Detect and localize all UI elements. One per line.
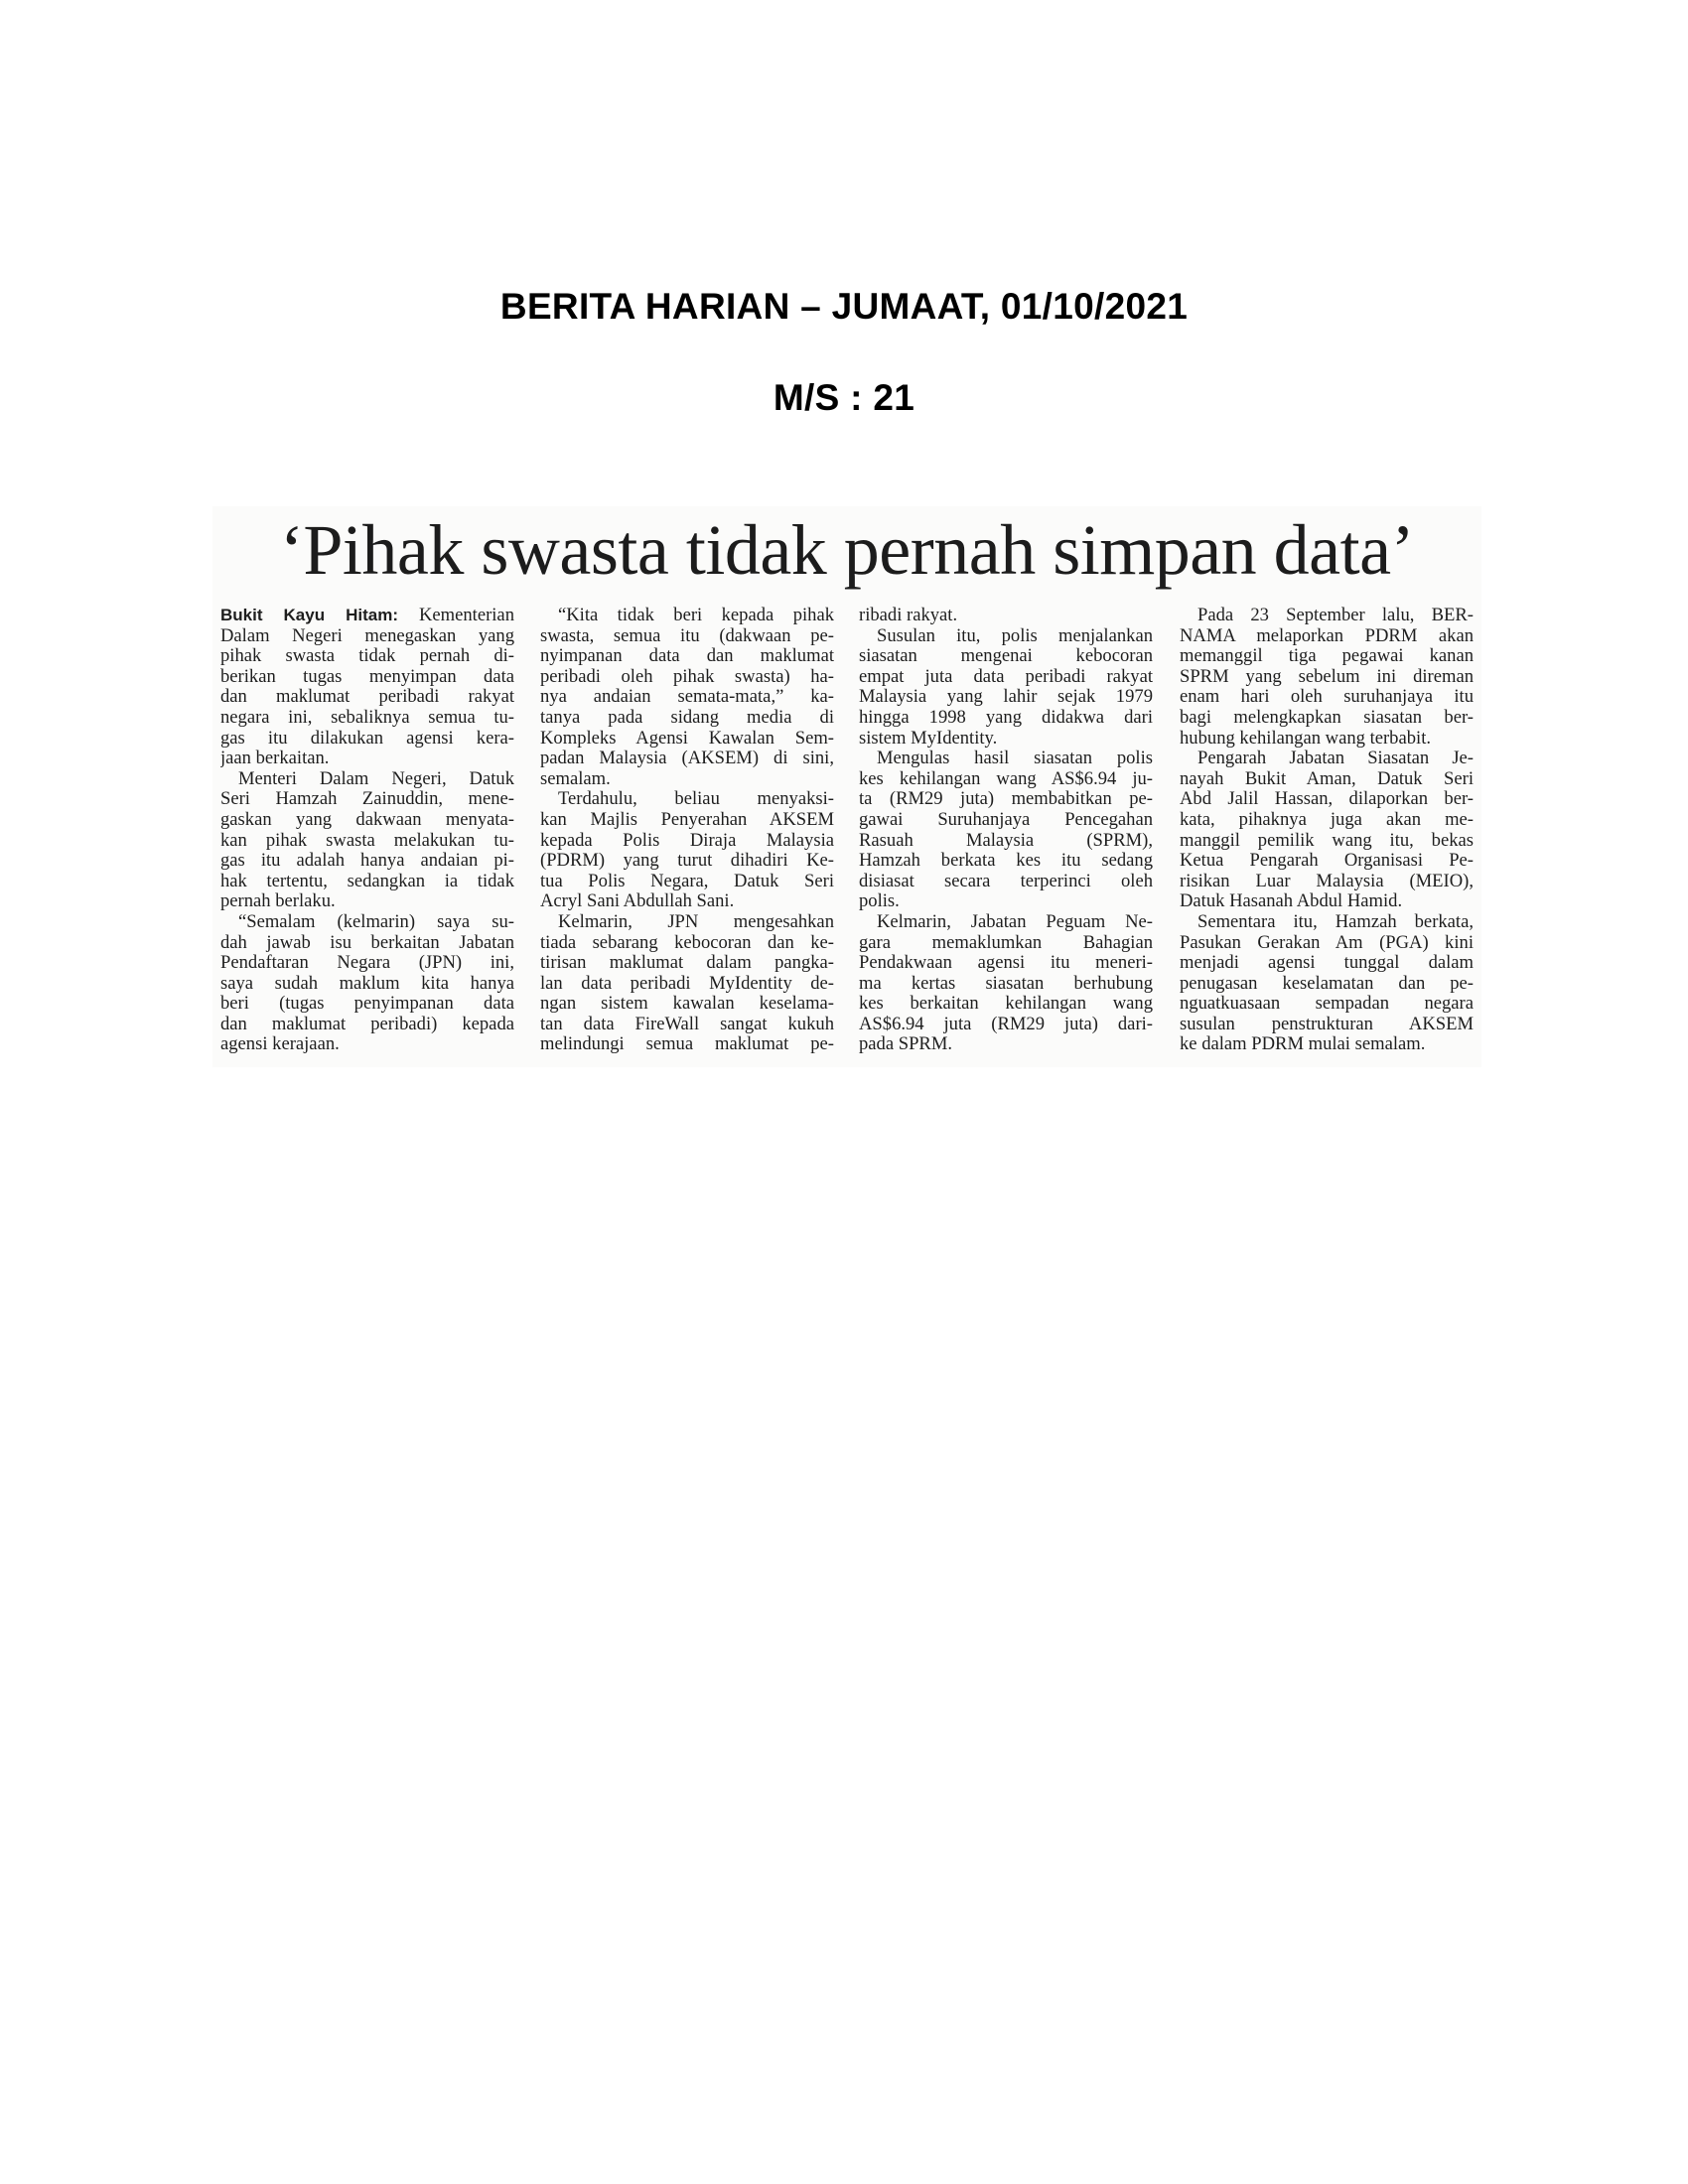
article-line: negara ini, sebaliknya semua tu- xyxy=(220,707,514,728)
article-line: gas itu adalah hanya andaian pi- xyxy=(220,851,514,872)
article-line: memanggil tiga pegawai kanan xyxy=(1180,646,1474,667)
article-line: kepada Polis Diraja Malaysia xyxy=(540,830,834,851)
article-line: saya sudah maklum kita hanya xyxy=(220,973,514,994)
article-line: jaan berkaitan. xyxy=(220,749,330,769)
article-line: dah jawab isu berkaitan Jabatan xyxy=(220,932,514,953)
article-line: Pada 23 September lalu, BER- xyxy=(1197,606,1474,625)
article-line: Abd Jalil Hassan, dilaporkan ber- xyxy=(1180,789,1474,810)
article-line: “Kita tidak beri kepada pihak xyxy=(558,606,834,625)
article-line: Kompleks Agensi Kawalan Sem- xyxy=(540,728,834,749)
article-line: kan pihak swasta melakukan tu- xyxy=(220,830,514,851)
article-line: nayah Bukit Aman, Datuk Seri xyxy=(1180,768,1474,789)
article-column-4 xyxy=(1180,606,1474,1055)
article-headline: ‘Pihak swasta tidak pernah simpan data’ xyxy=(279,510,1415,590)
article-line: Seri Hamzah Zainuddin, mene- xyxy=(220,789,514,810)
article-line: gawai Suruhanjaya Pencegahan xyxy=(859,809,1153,830)
article-line: ribadi rakyat. xyxy=(859,606,958,625)
article-dateline: Bukit Kayu Hitam: xyxy=(220,606,399,624)
article-line: Pendakwaan agensi itu meneri- xyxy=(859,953,1153,974)
article-line: Terdahulu, beliau menyaksi- xyxy=(558,789,834,810)
article-line: kata, pihaknya juga akan me- xyxy=(1180,809,1474,830)
article-line: tan data FireWall sangat kukuh xyxy=(540,1014,834,1034)
article-line: pada SPRM. xyxy=(859,1034,953,1055)
article-line: hubung kehilangan wang terbabit. xyxy=(1180,728,1432,749)
article-line: Dalam Negeri menegaskan yang xyxy=(220,625,514,646)
article-line: (PDRM) yang turut dihadiri Ke- xyxy=(540,851,834,872)
article-line: penugasan keselamatan dan pe- xyxy=(1180,973,1474,994)
article-line: Kelmarin, Jabatan Peguam Ne- xyxy=(877,911,1153,932)
article-line: pihak swasta tidak pernah di- xyxy=(220,646,514,667)
article-line: Bukit Kayu Hitam: Kementerian xyxy=(220,606,514,625)
article-line: Acryl Sani Abdullah Sani. xyxy=(540,891,735,912)
article-line: risikan Luar Malaysia (MEIO), xyxy=(1180,871,1474,891)
article-line: hingga 1998 yang didakwa dari xyxy=(859,707,1153,728)
article-line: nguatkuasaan sempadan negara xyxy=(1180,994,1474,1015)
article-line: tua Polis Negara, Datuk Seri xyxy=(540,871,834,891)
article-line: AS$6.94 juta (RM29 juta) dari- xyxy=(859,1014,1153,1034)
newspaper-clipping xyxy=(212,506,1481,1067)
article-line: Rasuah Malaysia (SPRM), xyxy=(859,830,1153,851)
article-line: SPRM yang sebelum ini direman xyxy=(1180,666,1474,687)
article-line: Menteri Dalam Negeri, Datuk xyxy=(238,768,514,789)
article-line: nyimpanan data dan maklumat xyxy=(540,646,834,667)
article-line: ta (RM29 juta) membabitkan pe- xyxy=(859,789,1153,810)
article-line: polis. xyxy=(859,891,900,912)
article-column-3 xyxy=(859,606,1153,1055)
article-line: dan maklumat peribadi) kepada xyxy=(220,1014,514,1034)
article-line: tiada sebarang kebocoran dan ke- xyxy=(540,932,834,953)
article-line: NAMA melaporkan PDRM akan xyxy=(1180,625,1474,646)
publication-line: BERITA HARIAN – JUMAAT, 01/10/2021 xyxy=(499,286,1189,327)
article-line: “Semalam (kelmarin) saya su- xyxy=(238,911,514,932)
article-line: lan data peribadi MyIdentity de- xyxy=(540,973,834,994)
article-line: susulan penstrukturan AKSEM xyxy=(1180,1014,1474,1034)
article-line: Pengarah Jabatan Siasatan Je- xyxy=(1197,749,1474,769)
article-line: Pasukan Gerakan Am (PGA) kini xyxy=(1180,932,1474,953)
article-line: Ketua Pengarah Organisasi Pe- xyxy=(1180,851,1474,872)
article-line: tanya pada sidang media di xyxy=(540,707,834,728)
article-line: gara memaklumkan Bahagian xyxy=(859,932,1153,953)
article-line: berikan tugas menyimpan data xyxy=(220,666,514,687)
article-body xyxy=(220,606,1474,1062)
article-line: peribadi oleh pihak swasta) ha- xyxy=(540,666,834,687)
article-column-2 xyxy=(540,606,834,1055)
article-line: padan Malaysia (AKSEM) di sini, xyxy=(540,749,834,769)
article-line: enam hari oleh suruhanjaya itu xyxy=(1180,687,1474,708)
article-line: Susulan itu, polis menjalankan xyxy=(877,625,1153,646)
article-line: nya andaian semata-mata,” ka- xyxy=(540,687,834,708)
article-line: Datuk Hasanah Abdul Hamid. xyxy=(1180,891,1403,912)
article-line: Pendaftaran Negara (JPN) ini, xyxy=(220,953,514,974)
article-line: ma kertas siasatan berhubung xyxy=(859,973,1153,994)
article-line: siasatan mengenai kebocoran xyxy=(859,646,1153,667)
article-line: Sementara itu, Hamzah berkata, xyxy=(1197,911,1474,932)
article-line: Hamzah berkata kes itu sedang xyxy=(859,851,1153,872)
article-line: tirisan maklumat dalam pangka- xyxy=(540,953,834,974)
article-line: gas itu dilakukan agensi kera- xyxy=(220,728,514,749)
article-line: kes berkaitan kehilangan wang xyxy=(859,994,1153,1015)
article-line: dan maklumat peribadi rakyat xyxy=(220,687,514,708)
article-line: kan Majlis Penyerahan AKSEM xyxy=(540,809,834,830)
article-line: kes kehilangan wang AS$6.94 ju- xyxy=(859,768,1153,789)
article-line: agensi kerajaan. xyxy=(220,1034,340,1055)
article-line: swasta, semua itu (dakwaan pe- xyxy=(540,625,834,646)
article-line: manggil pemilik wang itu, bekas xyxy=(1180,830,1474,851)
article-line: pernah berlaku. xyxy=(220,891,336,912)
article-line: ke dalam PDRM mulai semalam. xyxy=(1180,1034,1426,1055)
article-line: menjadi agensi tunggal dalam xyxy=(1180,953,1474,974)
article-line: empat juta data peribadi rakyat xyxy=(859,666,1153,687)
article-line: melindungi semua maklumat pe- xyxy=(540,1034,834,1055)
article-line: gaskan yang dakwaan menyata- xyxy=(220,809,514,830)
article-line: hak tertentu, sedangkan ia tidak xyxy=(220,871,514,891)
article-line: Kelmarin, JPN mengesahkan xyxy=(558,911,834,932)
article-line: bagi melengkapkan siasatan ber- xyxy=(1180,707,1474,728)
article-line: ngan sistem kawalan keselama- xyxy=(540,994,834,1015)
article-line: Mengulas hasil siasatan polis xyxy=(877,749,1153,769)
article-line: sistem MyIdentity. xyxy=(859,728,998,749)
article-line: semalam. xyxy=(540,768,611,789)
article-line: Malaysia yang lahir sejak 1979 xyxy=(859,687,1153,708)
article-line: disiasat secara terperinci oleh xyxy=(859,871,1153,891)
page-number: M/S : 21 xyxy=(773,377,915,418)
article-line: beri (tugas penyimpanan data xyxy=(220,994,514,1015)
article-column-1 xyxy=(220,606,514,1055)
